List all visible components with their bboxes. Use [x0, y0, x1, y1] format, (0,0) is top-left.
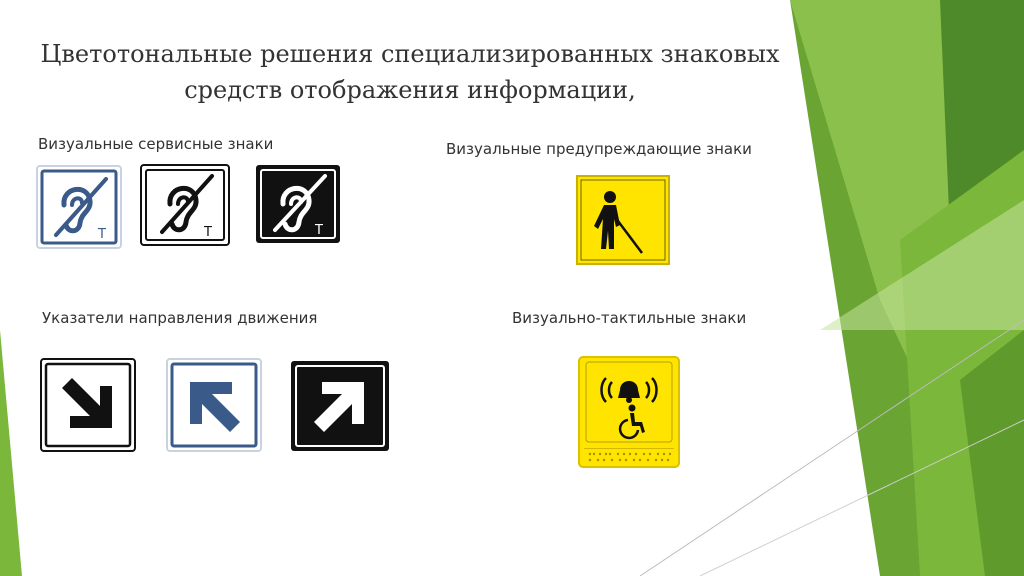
arrow-down-right-icon [40, 358, 136, 452]
slide-title-line2: средств отображения информации, [184, 76, 636, 104]
hearing-sign-white-letter: Т [204, 225, 212, 240]
blind-pedestrian-icon [576, 175, 670, 265]
tactile-signs-label: Визуально-тактильные знаки [512, 309, 747, 327]
warning-signs-label: Визуальные предупреждающие знаки [446, 140, 752, 158]
hearing-sign-blue [36, 165, 122, 249]
arrow-up-left-icon [166, 358, 262, 452]
slide-title-line1: Цветотональные решения специализированных знаковых [40, 40, 780, 68]
service-signs-label: Визуальные сервисные знаки [38, 135, 274, 153]
hearing-sign-blue-letter: Т [98, 227, 106, 242]
hearing-sign-white [140, 164, 230, 246]
direction-sign-down-right [40, 358, 136, 452]
hearing-sign-black [255, 164, 341, 244]
hearing-impaired-icon [36, 165, 122, 249]
hearing-impaired-icon [255, 164, 341, 244]
direction-signs-label: Указатели направления движения [42, 309, 318, 327]
hearing-sign-black-letter: Т [315, 223, 323, 238]
slide-title [0, 36, 820, 108]
blind-pedestrian-sign [576, 175, 670, 265]
hearing-impaired-icon [140, 164, 230, 246]
arrow-up-right-icon [290, 360, 390, 452]
tactile-sign [578, 356, 680, 468]
direction-sign-up-left [166, 358, 262, 452]
direction-sign-up-right [290, 360, 390, 452]
